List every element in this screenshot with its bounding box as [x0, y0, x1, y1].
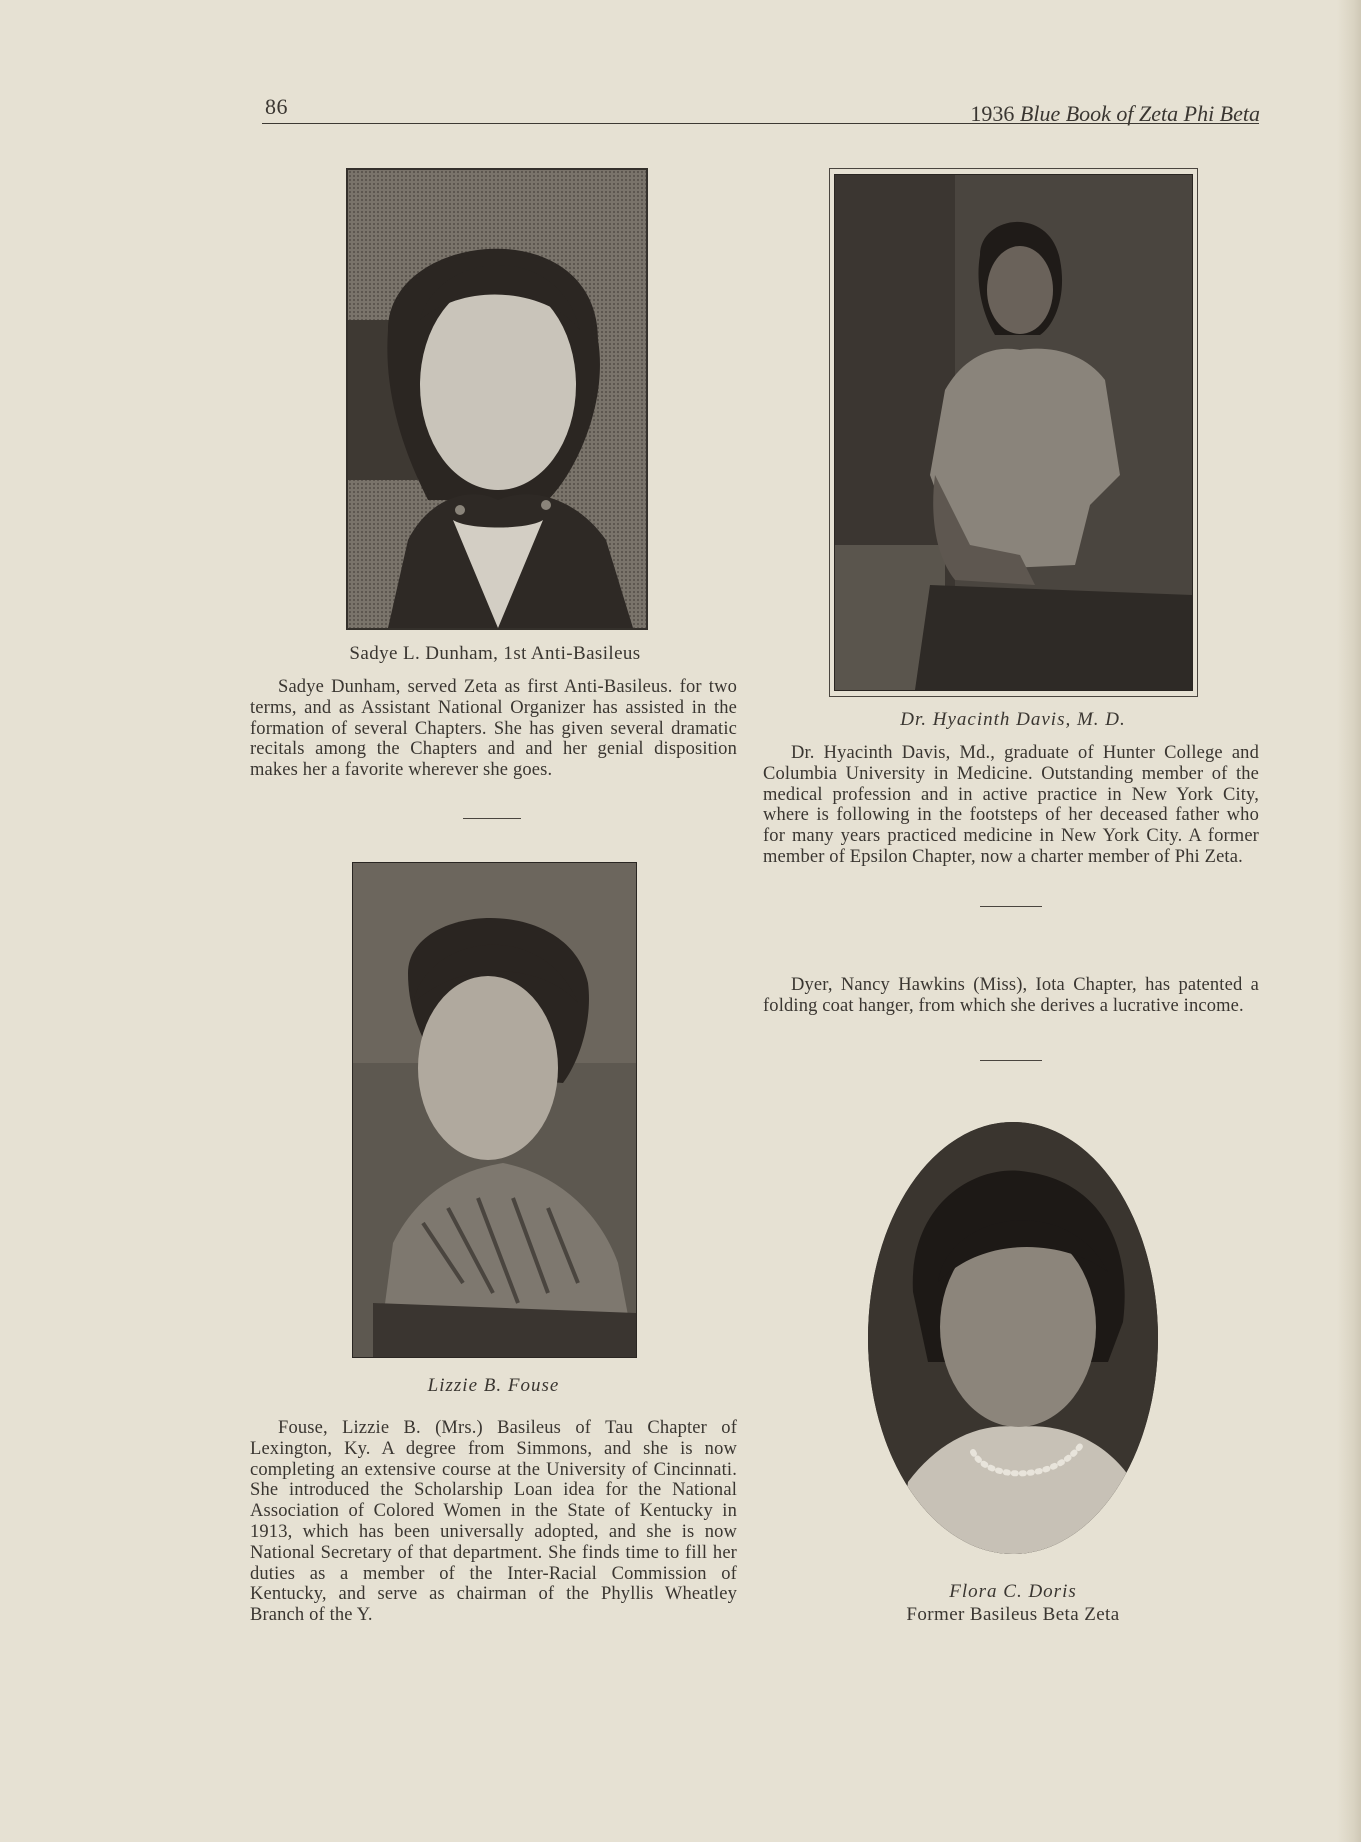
running-head-year: 1936 [970, 101, 1015, 126]
separator-rule [980, 906, 1042, 907]
bio-davis: Dr. Hyacinth Davis, Md., graduate of Hunter College and Columbia University in Medicine. Outstanding member of the medical profession and in active practice in New York City, where is following in the footsteps of her deceased father who for many years practiced medicine in New York City. A former member of Epsilon Chapter, now a charter member of Phi Zeta. [763, 743, 1259, 867]
portrait-photo-dunham [346, 168, 648, 630]
portrait-photo-doris [868, 1122, 1158, 1554]
bio-dyer: Dyer, Nancy Hawkins (Miss), Iota Chapter, has patented a folding coat hanger, from which she derives a lucrative income. [763, 975, 1259, 1016]
caption-doris-title: Former Basileus Beta Zeta [906, 1604, 1120, 1625]
header-rule [262, 123, 1259, 124]
portrait-photo-fouse [352, 862, 637, 1358]
caption-dunham: Sadye L. Dunham, 1st Anti-Basileus [349, 643, 641, 664]
running-head-title: Blue Book of Zeta Phi Beta [1019, 101, 1260, 126]
bio-fouse: Fouse, Lizzie B. (Mrs.) Basileus of Tau Chapter of Lexington, Ky. A degree from Simmons, and she is now completing an extensive course at the University of Cincinnati. She introduced the Scholarship Loan idea for the National Association of Colored Women in the State of Kentucky in 1913, which has been universally adopted, and she is now National Secretary of that department. She finds time to fill her duties as a member of the Inter-Racial Commission of Kentucky, and serve as chairman of the Phyllis Wheatley Branch of the Y. [250, 1418, 737, 1626]
page-number: 86 [265, 94, 288, 119]
separator-rule [463, 818, 521, 819]
page-edge [1337, 0, 1361, 1842]
bio-dunham: Sadye Dunham, served Zeta as first Anti-Basileus. for two terms, and as Assistant National Organizer has assisted in the formation of several Chapters. She has given several dramatic recitals among the Chapters and and her genial disposition makes her a favorite wherever she goes. [250, 677, 737, 781]
portrait-photo-davis [834, 174, 1193, 691]
separator-rule [980, 1060, 1042, 1061]
caption-fouse: Lizzie B. Fouse [427, 1375, 560, 1396]
caption-doris-name: Flora C. Doris [949, 1581, 1077, 1602]
caption-davis: Dr. Hyacinth Davis, M. D. [900, 709, 1126, 730]
